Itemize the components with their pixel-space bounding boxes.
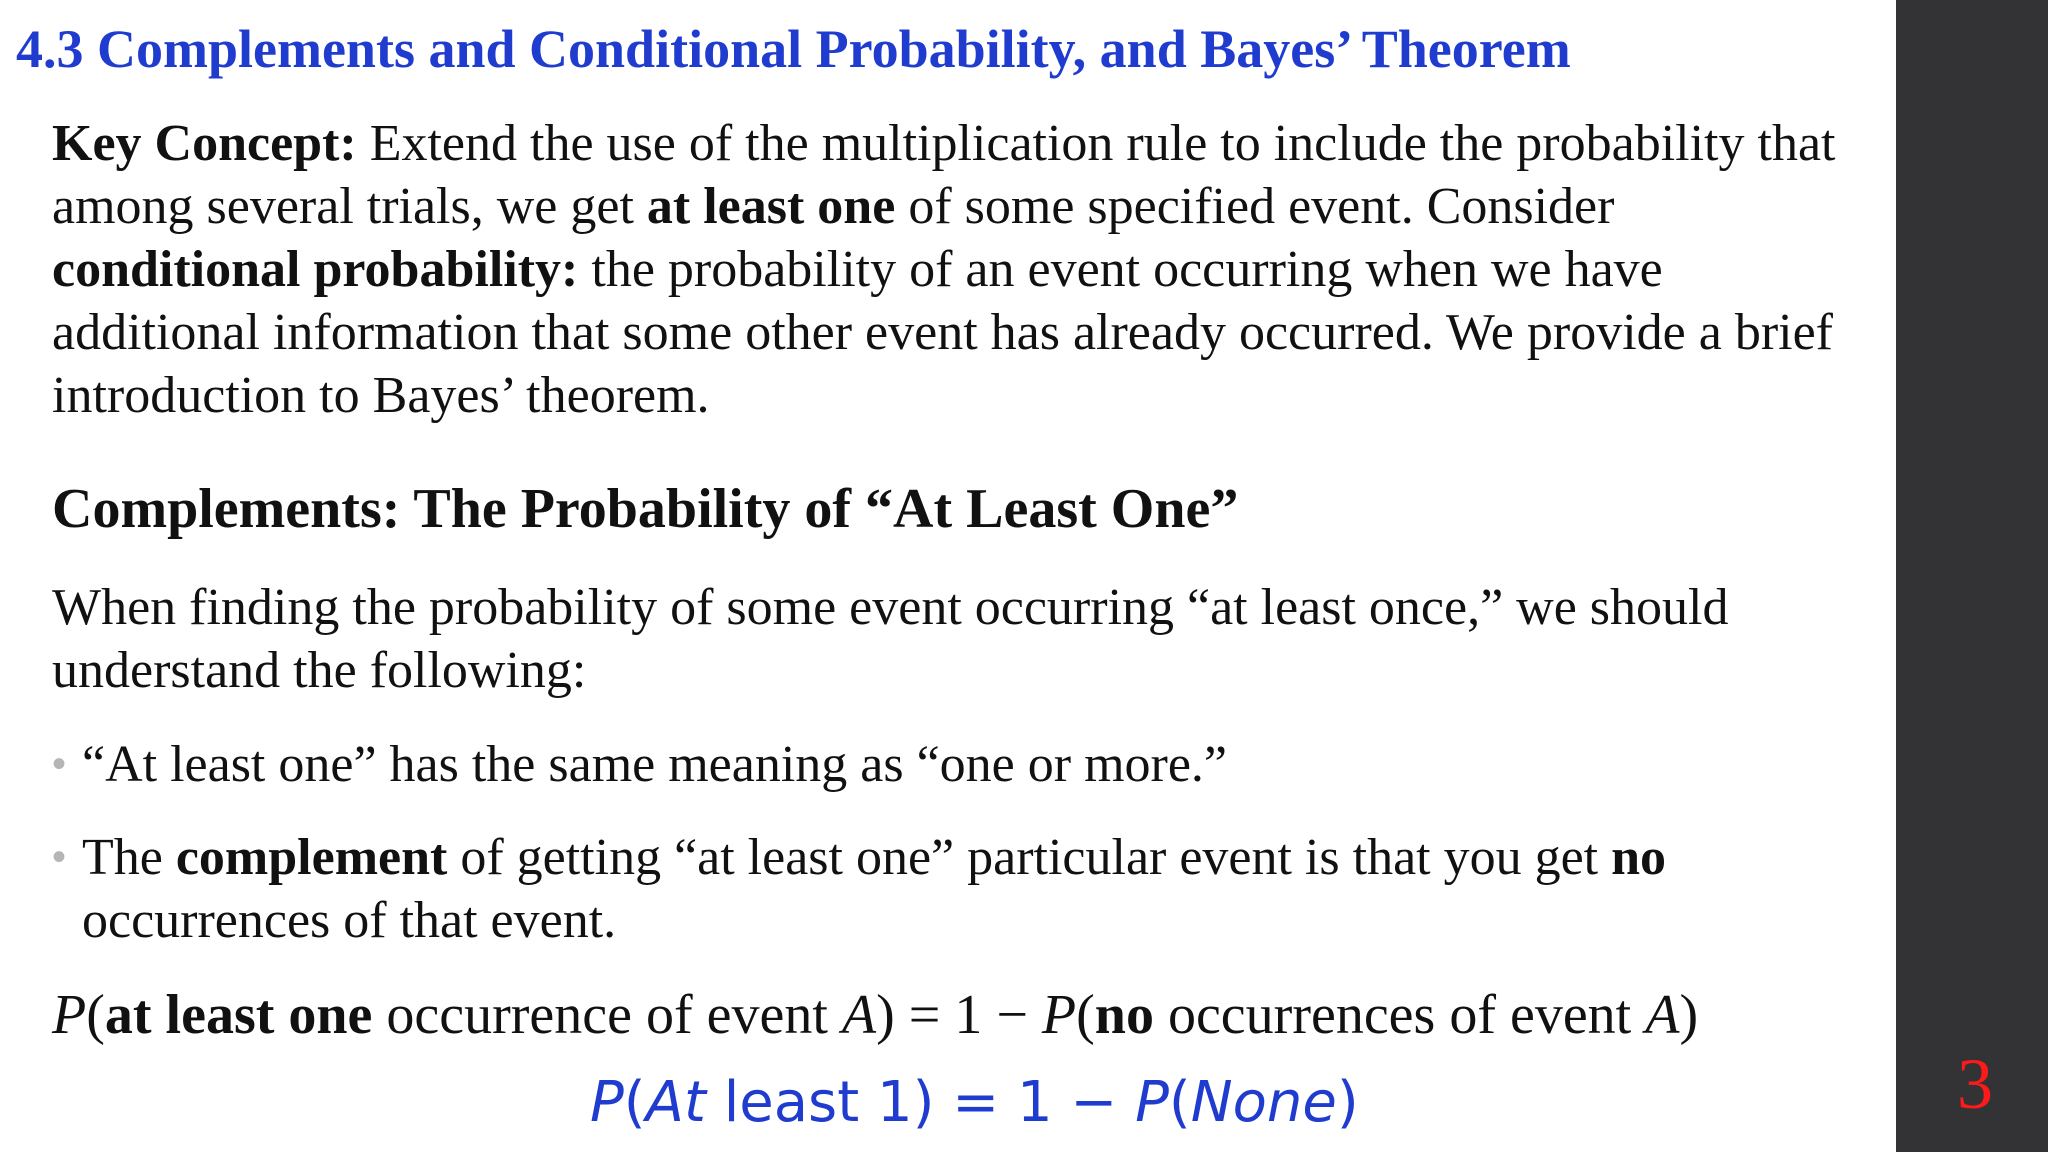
intro-paragraph: When finding the probability of some event occurring “at least once,” we should understand the following: [52,579,1729,699]
formula-event-a-1: A [841,984,877,1046]
slide-number: 3 [1957,1044,1993,1124]
key-concept-text-2: of some specified event. Consider [895,178,1615,235]
key-concept-paragraph [52,112,1842,427]
key-concept-text-1: Extend the use of the multiplication rule to include the probability that among several trials, we get [52,115,1836,235]
short-formula-middle: least 1) = 1 − [705,1070,1136,1135]
key-concept-bold-at-least-one: at least one [646,178,896,235]
formula-bold-at-least-one: at least one [104,984,373,1046]
short-formula-paren-open-1: ( [623,1070,646,1135]
formula-event-a-2: A [1645,984,1680,1046]
slide-title: 4.3 Complements and Conditional Probability, and Bayes’ Theorem [16,19,1571,79]
bullet-text-1: “At least one” has the same meaning as “one or more.” [82,736,1227,793]
bullet-2-bold-no: no [1611,829,1667,886]
short-formula-paren-open-2: ( [1168,1070,1191,1135]
key-concept-bold-conditional: conditional probability: [52,241,579,298]
bullet-item-2 [52,826,1842,952]
formula-paren-open-2: ( [1076,984,1095,1046]
key-concept-text-3: the probability of an event occurring when we have additional information that some other event has already occurred. We provide a brief introduction to Bayes’ theorem. [52,241,1833,424]
bullet-text-2 [82,826,1842,952]
right-sidebar [1896,0,2048,1152]
key-concept-label: Key Concept: [52,115,357,172]
section-heading: Complements: The Probability of “At Least One” [52,478,1239,540]
short-formula-p-2: P [1135,1070,1169,1135]
complement-rule-formula [52,982,1698,1048]
formula-text-occurrence: occurrence of event [372,984,842,1046]
formula-paren-open-1: ( [86,984,105,1046]
formula-paren-close: ) [1679,984,1699,1046]
formula-equals-part: ) = 1 − [876,984,1042,1046]
formula-text-occurrences: occurrences of event [1153,984,1646,1046]
bullet-2-text-c: occurrences of that event. [82,892,617,949]
bullet-marker: • [52,835,67,879]
short-formula-at: At [645,1070,706,1135]
bullet-marker: • [52,742,67,786]
short-formula [590,1070,1359,1136]
short-formula-paren-close: ) [1336,1070,1359,1135]
formula-p-2: P [1041,984,1077,1046]
short-formula-p-1: P [590,1070,624,1135]
bullet-2-text-b: of getting “at least one” particular event is that you get [447,829,1612,886]
bullet-2-bold-complement: complement [175,829,448,886]
short-formula-none: None [1190,1070,1337,1135]
bullet-2-text-a: The [82,829,176,886]
bullet-item-1 [52,733,1842,796]
formula-p-1: P [52,984,87,1046]
formula-bold-no: no [1094,984,1154,1046]
